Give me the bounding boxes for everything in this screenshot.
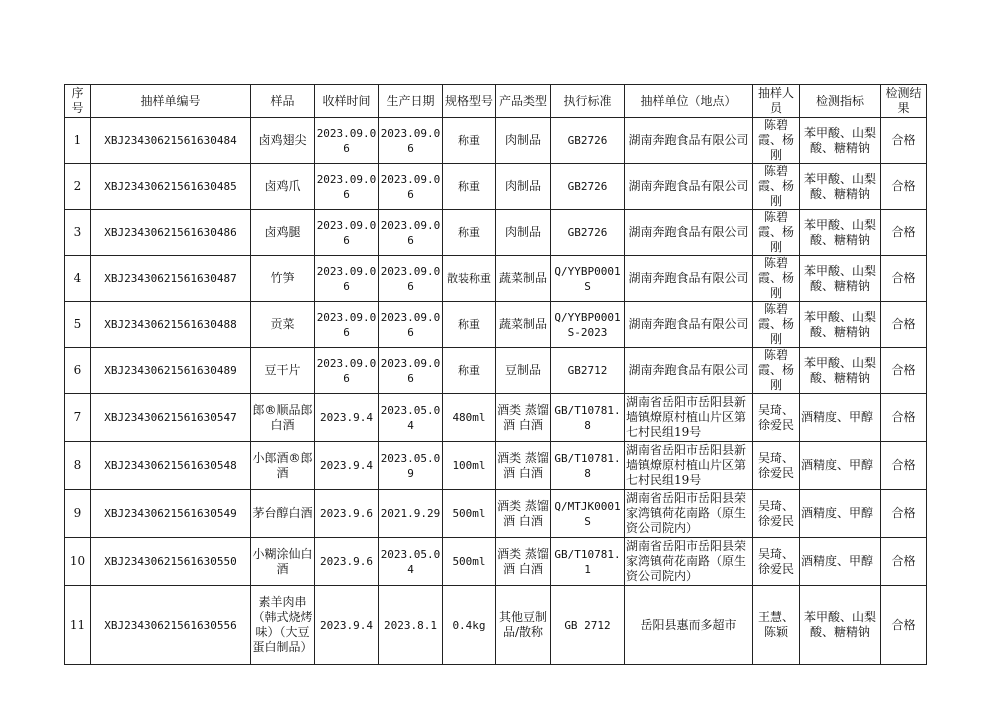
table-row bbox=[65, 586, 927, 665]
cell-result: 合格 bbox=[881, 256, 927, 302]
cell-standard: GB/T10781.8 bbox=[551, 442, 625, 490]
header-sample: 样品 bbox=[251, 85, 315, 118]
cell-recv-date: 2023.09.06 bbox=[315, 118, 379, 164]
cell-spec: 称重 bbox=[443, 164, 496, 210]
cell-spec: 500ml bbox=[443, 490, 496, 538]
cell-code: XBJ23430621561630550 bbox=[91, 538, 251, 586]
cell-sample: 小糊涂仙白酒 bbox=[251, 538, 315, 586]
cell-index: 苯甲酸、山梨酸、糖精钠 bbox=[800, 118, 881, 164]
cell-result: 合格 bbox=[881, 490, 927, 538]
table-row bbox=[65, 164, 927, 210]
table-row bbox=[65, 442, 927, 490]
cell-no: 3 bbox=[65, 210, 91, 256]
cell-standard: GB/T10781.8 bbox=[551, 394, 625, 442]
cell-people: 陈碧霞、杨刚 bbox=[753, 302, 800, 348]
cell-prod-date: 2023.09.06 bbox=[379, 118, 443, 164]
header-no: 序号 bbox=[65, 85, 91, 118]
cell-recv-date: 2023.9.4 bbox=[315, 394, 379, 442]
cell-standard: GB2726 bbox=[551, 164, 625, 210]
cell-result: 合格 bbox=[881, 586, 927, 665]
cell-no: 9 bbox=[65, 490, 91, 538]
cell-code: XBJ23430621561630485 bbox=[91, 164, 251, 210]
cell-code: XBJ23430621561630556 bbox=[91, 586, 251, 665]
cell-type: 酒类 蒸馏酒 白酒 bbox=[496, 490, 551, 538]
header-type: 产品类型 bbox=[496, 85, 551, 118]
cell-index: 苯甲酸、山梨酸、糖精钠 bbox=[800, 164, 881, 210]
cell-result: 合格 bbox=[881, 442, 927, 490]
cell-unit: 湖南省岳阳市岳阳县荣家湾镇荷花南路（原生资公司院内） bbox=[625, 490, 753, 538]
cell-type: 酒类 蒸馏酒 白酒 bbox=[496, 394, 551, 442]
cell-standard: GB/T10781.1 bbox=[551, 538, 625, 586]
cell-people: 陈碧霞、杨刚 bbox=[753, 210, 800, 256]
cell-unit: 湖南省岳阳市岳阳县新墙镇燎原村植山片区第七村民组19号 bbox=[625, 442, 753, 490]
cell-spec: 散装称重 bbox=[443, 256, 496, 302]
cell-unit: 湖南奔跑食品有限公司 bbox=[625, 302, 753, 348]
cell-index: 苯甲酸、山梨酸、糖精钠 bbox=[800, 256, 881, 302]
cell-recv-date: 2023.9.4 bbox=[315, 586, 379, 665]
cell-no: 5 bbox=[65, 302, 91, 348]
header-people: 抽样人员 bbox=[753, 85, 800, 118]
cell-code: XBJ23430621561630484 bbox=[91, 118, 251, 164]
cell-prod-date: 2023.09.06 bbox=[379, 164, 443, 210]
cell-people: 吴琦、徐爱民 bbox=[753, 490, 800, 538]
cell-prod-date: 2023.05.04 bbox=[379, 538, 443, 586]
cell-type: 肉制品 bbox=[496, 210, 551, 256]
cell-type: 蔬菜制品 bbox=[496, 302, 551, 348]
cell-prod-date: 2023.09.06 bbox=[379, 302, 443, 348]
cell-prod-date: 2023.09.06 bbox=[379, 348, 443, 394]
cell-recv-date: 2023.09.06 bbox=[315, 164, 379, 210]
cell-spec: 称重 bbox=[443, 302, 496, 348]
cell-prod-date: 2023.05.09 bbox=[379, 442, 443, 490]
cell-spec: 称重 bbox=[443, 118, 496, 164]
cell-standard: Q/YYBP0001S bbox=[551, 256, 625, 302]
cell-no: 10 bbox=[65, 538, 91, 586]
cell-result: 合格 bbox=[881, 210, 927, 256]
table-row bbox=[65, 538, 927, 586]
header-prod-date: 生产日期 bbox=[379, 85, 443, 118]
cell-type: 豆制品 bbox=[496, 348, 551, 394]
cell-index: 苯甲酸、山梨酸、糖精钠 bbox=[800, 348, 881, 394]
cell-sample: 卤鸡翅尖 bbox=[251, 118, 315, 164]
cell-standard: GB2726 bbox=[551, 210, 625, 256]
cell-unit: 湖南奔跑食品有限公司 bbox=[625, 164, 753, 210]
cell-index: 苯甲酸、山梨酸、糖精钠 bbox=[800, 586, 881, 665]
header-result: 检测结果 bbox=[881, 85, 927, 118]
cell-result: 合格 bbox=[881, 348, 927, 394]
cell-unit: 湖南省岳阳市岳阳县新墙镇燎原村植山片区第七村民组19号 bbox=[625, 394, 753, 442]
cell-index: 酒精度、甲醇 bbox=[800, 490, 881, 538]
cell-recv-date: 2023.9.6 bbox=[315, 538, 379, 586]
cell-type: 肉制品 bbox=[496, 118, 551, 164]
header-spec: 规格型号 bbox=[443, 85, 496, 118]
cell-people: 陈碧霞、杨刚 bbox=[753, 256, 800, 302]
cell-index: 酒精度、甲醇 bbox=[800, 538, 881, 586]
header-recv-date: 收样时间 bbox=[315, 85, 379, 118]
cell-recv-date: 2023.09.06 bbox=[315, 302, 379, 348]
cell-prod-date: 2023.09.06 bbox=[379, 210, 443, 256]
table-row bbox=[65, 302, 927, 348]
cell-code: XBJ23430621561630489 bbox=[91, 348, 251, 394]
cell-recv-date: 2023.09.06 bbox=[315, 256, 379, 302]
cell-no: 2 bbox=[65, 164, 91, 210]
cell-people: 吴琦、徐爱民 bbox=[753, 538, 800, 586]
cell-no: 4 bbox=[65, 256, 91, 302]
cell-people: 陈碧霞、杨刚 bbox=[753, 348, 800, 394]
cell-prod-date: 2023.8.1 bbox=[379, 586, 443, 665]
cell-people: 吴琦、徐爱民 bbox=[753, 442, 800, 490]
cell-unit: 湖南奔跑食品有限公司 bbox=[625, 256, 753, 302]
table-header-row bbox=[65, 85, 927, 118]
cell-sample: 小郎酒®郎酒 bbox=[251, 442, 315, 490]
cell-sample: 竹笋 bbox=[251, 256, 315, 302]
cell-spec: 480ml bbox=[443, 394, 496, 442]
table-row bbox=[65, 256, 927, 302]
cell-people: 王慧、陈颖 bbox=[753, 586, 800, 665]
cell-index: 酒精度、甲醇 bbox=[800, 442, 881, 490]
table-row bbox=[65, 394, 927, 442]
cell-result: 合格 bbox=[881, 164, 927, 210]
cell-unit: 岳阳县惠而多超市 bbox=[625, 586, 753, 665]
cell-no: 8 bbox=[65, 442, 91, 490]
cell-code: XBJ23430621561630486 bbox=[91, 210, 251, 256]
cell-result: 合格 bbox=[881, 394, 927, 442]
inspection-table bbox=[64, 84, 927, 665]
cell-result: 合格 bbox=[881, 538, 927, 586]
cell-sample: 卤鸡爪 bbox=[251, 164, 315, 210]
cell-standard: GB2712 bbox=[551, 348, 625, 394]
cell-index: 苯甲酸、山梨酸、糖精钠 bbox=[800, 302, 881, 348]
cell-no: 1 bbox=[65, 118, 91, 164]
cell-type: 酒类 蒸馏酒 白酒 bbox=[496, 442, 551, 490]
header-code: 抽样单编号 bbox=[91, 85, 251, 118]
cell-code: XBJ23430621561630487 bbox=[91, 256, 251, 302]
cell-recv-date: 2023.9.4 bbox=[315, 442, 379, 490]
cell-sample: 贡菜 bbox=[251, 302, 315, 348]
cell-type: 酒类 蒸馏酒 白酒 bbox=[496, 538, 551, 586]
cell-spec: 称重 bbox=[443, 210, 496, 256]
header-standard: 执行标准 bbox=[551, 85, 625, 118]
header-index: 检测指标 bbox=[800, 85, 881, 118]
cell-standard: GB 2712 bbox=[551, 586, 625, 665]
cell-people: 陈碧霞、杨刚 bbox=[753, 164, 800, 210]
cell-sample: 豆干片 bbox=[251, 348, 315, 394]
cell-type: 肉制品 bbox=[496, 164, 551, 210]
cell-prod-date: 2023.05.04 bbox=[379, 394, 443, 442]
cell-unit: 湖南奔跑食品有限公司 bbox=[625, 210, 753, 256]
cell-unit: 湖南奔跑食品有限公司 bbox=[625, 348, 753, 394]
cell-no: 11 bbox=[65, 586, 91, 665]
cell-recv-date: 2023.09.06 bbox=[315, 348, 379, 394]
cell-spec: 称重 bbox=[443, 348, 496, 394]
cell-type: 蔬菜制品 bbox=[496, 256, 551, 302]
cell-index: 酒精度、甲醇 bbox=[800, 394, 881, 442]
cell-unit: 湖南奔跑食品有限公司 bbox=[625, 118, 753, 164]
cell-people: 吴琦、徐爱民 bbox=[753, 394, 800, 442]
cell-unit: 湖南省岳阳市岳阳县荣家湾镇荷花南路（原生资公司院内） bbox=[625, 538, 753, 586]
cell-code: XBJ23430621561630547 bbox=[91, 394, 251, 442]
table-row bbox=[65, 210, 927, 256]
cell-no: 7 bbox=[65, 394, 91, 442]
cell-code: XBJ23430621561630488 bbox=[91, 302, 251, 348]
cell-spec: 0.4kg bbox=[443, 586, 496, 665]
table-row bbox=[65, 490, 927, 538]
header-unit: 抽样单位（地点） bbox=[625, 85, 753, 118]
cell-recv-date: 2023.9.6 bbox=[315, 490, 379, 538]
cell-spec: 100ml bbox=[443, 442, 496, 490]
cell-code: XBJ23430621561630549 bbox=[91, 490, 251, 538]
cell-spec: 500ml bbox=[443, 538, 496, 586]
cell-no: 6 bbox=[65, 348, 91, 394]
table-row bbox=[65, 348, 927, 394]
cell-sample: 郎®顺品郎白酒 bbox=[251, 394, 315, 442]
table-row bbox=[65, 118, 927, 164]
cell-index: 苯甲酸、山梨酸、糖精钠 bbox=[800, 210, 881, 256]
cell-sample: 卤鸡腿 bbox=[251, 210, 315, 256]
cell-standard: Q/MTJK0001S bbox=[551, 490, 625, 538]
cell-type: 其他豆制品/散称 bbox=[496, 586, 551, 665]
cell-result: 合格 bbox=[881, 118, 927, 164]
cell-prod-date: 2021.9.29 bbox=[379, 490, 443, 538]
cell-code: XBJ23430621561630548 bbox=[91, 442, 251, 490]
cell-prod-date: 2023.09.06 bbox=[379, 256, 443, 302]
cell-standard: GB2726 bbox=[551, 118, 625, 164]
cell-recv-date: 2023.09.06 bbox=[315, 210, 379, 256]
cell-sample: 茅台醇白酒 bbox=[251, 490, 315, 538]
cell-people: 陈碧霞、杨刚 bbox=[753, 118, 800, 164]
cell-sample: 素羊肉串（韩式烧烤味）（大豆蛋白制品） bbox=[251, 586, 315, 665]
cell-standard: Q/YYBP0001S-2023 bbox=[551, 302, 625, 348]
cell-result: 合格 bbox=[881, 302, 927, 348]
